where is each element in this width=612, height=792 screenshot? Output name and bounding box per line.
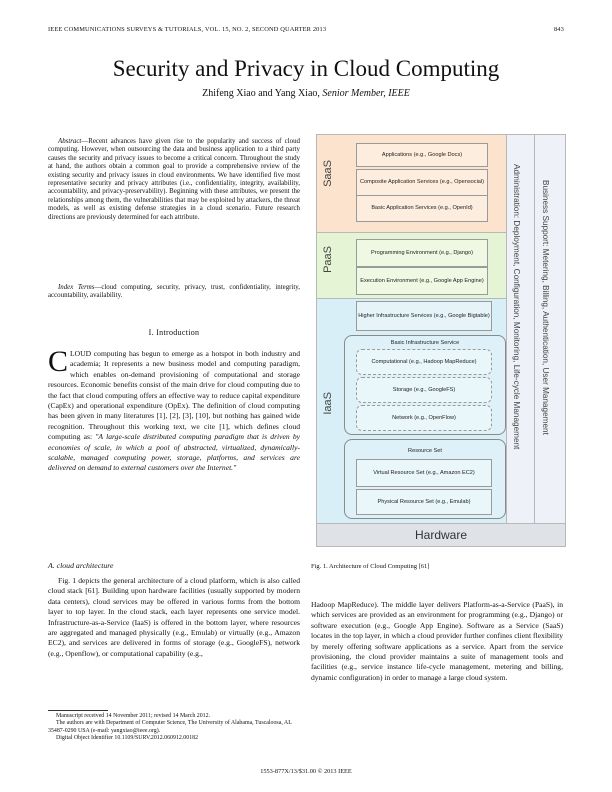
saas-label: SaaS bbox=[322, 160, 334, 187]
administration-column bbox=[506, 134, 536, 524]
index-terms-label: Index Terms bbox=[58, 284, 95, 291]
abstract-text: —Recent advances have given rise to the popularity and success of cloud computing. However, when outsourcing the data and business application to a third party causes the security and privacy issues to become a critical concern. Throughout the study at hand, the authors obtain a common goal to provide a comprehensive review of the existing security and privacy issues in cloud environments. We have identified five most representative security and privacy attributes (i.e., confidentiality, integrity, availability, accountability, and privacy-preservability). Beginning with these attributes, we present the relationships among them, the vulnerabilities that may be exploited by attackers, the threat models, as well as existing defense strategies in a cloud scenario. Future research directions are previously determined for each attribute. bbox=[48, 138, 300, 221]
hardware-bar: Hardware bbox=[316, 523, 566, 547]
index-terms bbox=[48, 284, 300, 301]
basic-infrastructure-title: Basic Infrastructure Service bbox=[390, 340, 460, 346]
footnote-doi: Digital Object Identifier 10.1109/SURV.2012.060912.00182 bbox=[56, 735, 199, 742]
footnote-rule bbox=[48, 710, 108, 711]
business-support-label: Business Support: Metering, Billing, Authentication, User Management bbox=[541, 180, 550, 435]
iaas-box-computational: Computational (e.g., Hadoop MapReduce) bbox=[356, 349, 492, 375]
iaas-label: IaaS bbox=[322, 392, 334, 415]
saas-box-basic: Basic Application Services (e.g., OpenId) bbox=[356, 195, 488, 222]
footnote-affiliation: The authors are with Department of Computer Science, The University of Alabama, Tuscaloosa, AL 35487-0290 USA (e-mail: yangxiao@ieee.org). bbox=[48, 720, 292, 734]
paas-box-execution: Execution Environment (e.g., Google App Engine) bbox=[356, 267, 488, 295]
copyright-line: 1553-877X/13/$31.00 © 2013 IEEE bbox=[260, 768, 352, 775]
saas-box-composite: Composite Application Services (e.g., Opensocial) bbox=[356, 169, 488, 196]
abstract-label: Abstract bbox=[58, 138, 82, 145]
section-heading: I. Introduction bbox=[148, 328, 200, 337]
iaas-box-storage: Storage (e.g., GoogleFS) bbox=[356, 377, 492, 403]
subsection-heading: A. cloud architecture bbox=[48, 561, 114, 570]
right-column-paragraph: Hadoop MapReduce). The middle layer delivers Platform-as-a-Service (PaaS), in which services are provided as an environment for programming (e.g., Django) or software execution (e.g., Google App Engine). Software as a Service (SaaS) locates in the top layer, in which a cloud provider further confines client flexibility by merely offering software applications as a service. Apart from the service provisioning, the cloud provider maintains a suite of management tools and facilities (e.g., service instance life-cycle management, metering and billing, dynamic configuration) in order to manage a large cloud system. bbox=[311, 600, 563, 682]
paas-label: PaaS bbox=[322, 246, 334, 273]
author-grade: Senior Member, IEEE bbox=[322, 88, 410, 99]
footnote bbox=[48, 713, 300, 743]
running-header bbox=[48, 26, 564, 33]
intro-paragraph bbox=[48, 345, 300, 474]
figure-caption: Fig. 1. Architecture of Cloud Computing [61] bbox=[311, 563, 430, 570]
authors bbox=[0, 88, 612, 99]
journal-line: IEEE COMMUNICATIONS SURVEYS & TUTORIALS, VOL. 15, NO. 2, SECOND QUARTER 2013 bbox=[48, 26, 327, 33]
cloud-definition-quote: "A large-scale distributed computing paradigm that is driven by economies of scale, in which a pool of abstracted, virtualized, dynamically-scalable, managed computing power, storage, platforms, and services are delivered on demand to external customers over the Internet." bbox=[48, 432, 300, 473]
iaas-box-physical: Physical Resource Set (e.g., Emulab) bbox=[356, 489, 492, 515]
author-names: Zhifeng Xiao and Yang Xiao, bbox=[202, 88, 320, 99]
page-number: 843 bbox=[553, 26, 564, 33]
business-support-column bbox=[534, 134, 566, 524]
footnote-received: Manuscript received 14 November 2011; revised 14 March 2012. bbox=[56, 713, 211, 719]
intro-text: LOUD computing has begun to emerge as a hotspot in both industry and academia; It represents a new business model and computing paradigm, which enables on-demand provisioning of computational and storage resources. Economic benefits consist of the main drive for cloud computing due to the fact that cloud computing offers an effective way to reduce capital expenditure (CapEx) and operational expenditure (OpEx). The definition of cloud computing has been given in many literatures [1], [2], [3], [10], but nothing has gained wide recognition. Throughout this working text, we cite [1], which defines cloud computing as: bbox=[48, 349, 300, 442]
drop-cap: C bbox=[48, 345, 69, 378]
cloud-architecture-figure bbox=[316, 134, 564, 546]
iaas-box-virtual: Virtual Resource Set (e.g., Amazon EC2) bbox=[356, 459, 492, 487]
index-terms-text: —cloud computing, security, privacy, trust, confidentiality, integrity, accountability, availability. bbox=[48, 284, 300, 300]
paper-title: Security and Privacy in Cloud Computing bbox=[112, 56, 500, 81]
iaas-box-network: Network (e.g., OpenFlow) bbox=[356, 405, 492, 431]
iaas-box-higher: Higher Infrastructure Services (e.g., Google Bigtable) bbox=[356, 301, 492, 331]
abstract bbox=[48, 138, 300, 222]
architecture-paragraph: Fig. 1 depicts the general architecture of a cloud platform, which is also called cloud stack [61]. Building upon hardware facilities (usually supported by modern data centers), cloud services may be offered in various forms from the bottom layer to top layer. In the cloud stack, each layer represents one service model. Infrastructure-as-a-Service (IaaS) is offered in the bottom layer, where resources are aggregated and managed physically (e.g., Emulab) or virtually (e.g., Amazon EC2), and services are delivered in forms of storage (e.g., GoogleFS), network (e.g., Openflow), or computational capability (e.g., bbox=[48, 576, 300, 658]
paas-box-programming: Programming Environment (e.g., Django) bbox=[356, 239, 488, 267]
resource-set-title: Resource Set bbox=[408, 448, 442, 454]
saas-box-applications: Applications (e.g., Google Docs) bbox=[356, 143, 488, 167]
administration-label: Administration: Deployment, Configuration, Monitoring, Life-cycle Management bbox=[512, 164, 521, 450]
